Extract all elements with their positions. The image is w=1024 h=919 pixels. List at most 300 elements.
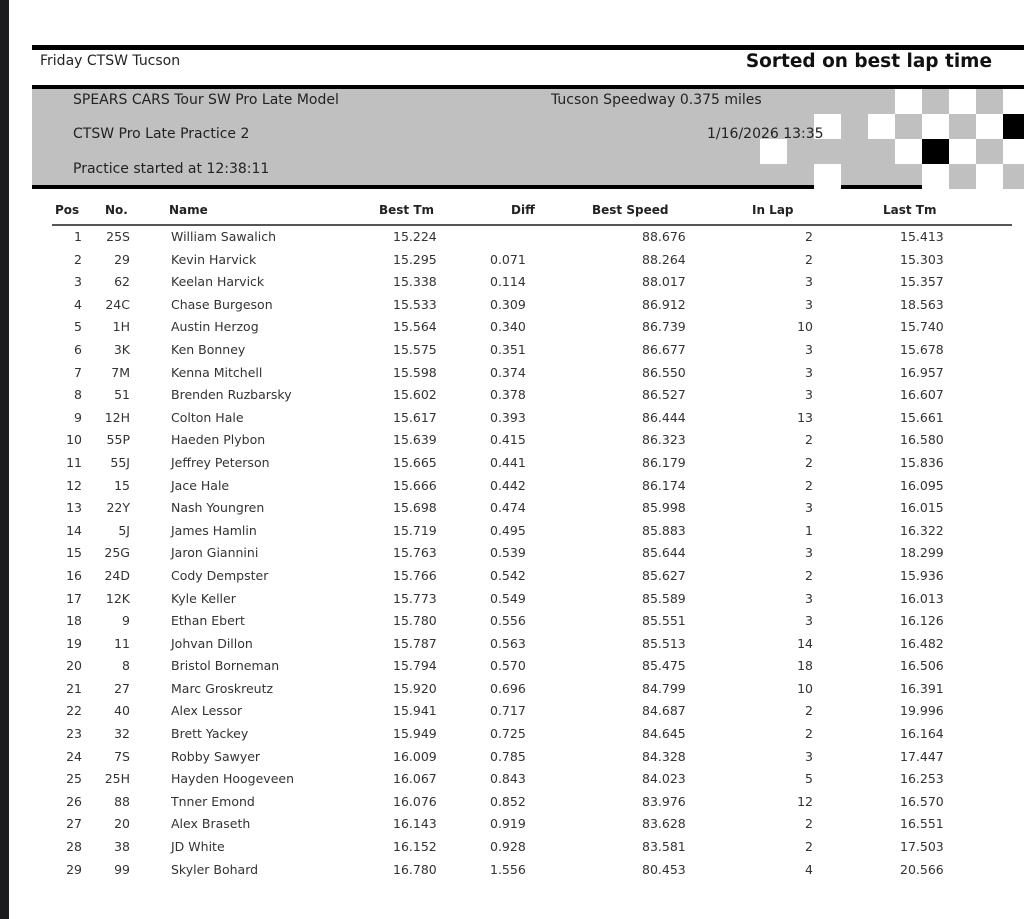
cell-driver-name: Johvan Dillon <box>171 635 253 651</box>
cell-pos: 13 <box>66 500 82 516</box>
cell-last-time: 15.303 <box>900 251 944 267</box>
cell-last-time: 15.678 <box>900 341 944 357</box>
cell-best-time: 16.143 <box>393 816 437 832</box>
cell-last-time: 16.607 <box>900 387 944 403</box>
event-title: Friday CTSW Tucson <box>40 53 181 69</box>
top-rule <box>32 45 1024 50</box>
cell-pos: 19 <box>66 635 82 651</box>
cell-driver-name: Austin Herzog <box>171 319 259 335</box>
session-name: CTSW Pro Late Practice 2 <box>73 126 250 142</box>
cell-pos: 25 <box>66 771 82 787</box>
cell-driver-name: Ethan Ebert <box>171 613 245 629</box>
cell-driver-name: Alex Lessor <box>171 703 243 719</box>
cell-pos: 9 <box>74 409 82 425</box>
column-header-pos: Pos <box>55 203 80 217</box>
cell-car-number: 15 <box>114 477 130 493</box>
cell-driver-name: Tnner Emond <box>171 793 255 809</box>
cell-driver-name: JD White <box>171 839 225 855</box>
cell-pos: 24 <box>66 748 82 764</box>
cell-diff: 0.442 <box>490 477 526 493</box>
table-row <box>9 679 1024 702</box>
cell-best-speed: 86.550 <box>642 364 686 380</box>
cell-best-speed: 86.179 <box>642 454 686 470</box>
cell-best-speed: 86.677 <box>642 341 686 357</box>
cell-driver-name: Brenden Ruzbarsky <box>171 387 292 403</box>
cell-driver-name: Marc Groskreutz <box>171 680 274 696</box>
column-header-best-tm: Best Tm <box>379 203 435 217</box>
cell-last-time: 16.322 <box>900 522 944 538</box>
cell-car-number: 22Y <box>106 500 130 516</box>
cell-in-lap: 2 <box>805 432 813 448</box>
cell-last-time: 19.996 <box>900 703 944 719</box>
cell-best-speed: 86.444 <box>642 409 686 425</box>
cell-last-time: 15.661 <box>900 409 944 425</box>
cell-best-speed: 86.174 <box>642 477 686 493</box>
cell-best-speed: 84.687 <box>642 703 686 719</box>
table-row <box>9 701 1024 724</box>
cell-in-lap: 2 <box>805 839 813 855</box>
flag-square <box>814 164 841 189</box>
cell-diff: 0.852 <box>490 793 526 809</box>
cell-in-lap: 3 <box>805 613 813 629</box>
column-header-no: No. <box>105 203 128 217</box>
window-edge <box>0 0 9 919</box>
flag-square <box>1003 89 1024 114</box>
cell-in-lap: 3 <box>805 296 813 312</box>
cell-diff: 0.495 <box>490 522 526 538</box>
cell-in-lap: 10 <box>797 680 813 696</box>
cell-diff: 0.374 <box>490 364 526 380</box>
cell-diff: 0.539 <box>490 545 526 561</box>
cell-in-lap: 13 <box>797 409 813 425</box>
table-row <box>9 363 1024 386</box>
cell-in-lap: 2 <box>805 251 813 267</box>
cell-driver-name: Keelan Harvick <box>171 274 265 290</box>
cell-pos: 11 <box>66 454 82 470</box>
cell-best-time: 15.533 <box>393 296 437 312</box>
cell-last-time: 16.126 <box>900 613 944 629</box>
cell-in-lap: 2 <box>805 816 813 832</box>
cell-best-speed: 80.453 <box>642 861 686 877</box>
table-row <box>9 837 1024 860</box>
cell-best-time: 15.564 <box>393 319 437 335</box>
session-info-band <box>32 85 1024 189</box>
cell-best-speed: 88.264 <box>642 251 686 267</box>
cell-best-time: 15.666 <box>393 477 437 493</box>
cell-pos: 28 <box>66 839 82 855</box>
cell-car-number: 27 <box>114 680 130 696</box>
cell-in-lap: 2 <box>805 477 813 493</box>
cell-best-time: 16.009 <box>393 748 437 764</box>
cell-pos: 29 <box>66 861 82 877</box>
cell-in-lap: 3 <box>805 364 813 380</box>
table-row <box>9 272 1024 295</box>
cell-pos: 4 <box>74 296 82 312</box>
cell-last-time: 17.447 <box>900 748 944 764</box>
cell-diff: 0.114 <box>490 274 526 290</box>
cell-driver-name: Brett Yackey <box>171 726 249 742</box>
table-row <box>9 250 1024 273</box>
cell-last-time: 15.740 <box>900 319 944 335</box>
cell-best-time: 15.787 <box>393 635 437 651</box>
flag-square <box>949 164 976 189</box>
cell-last-time: 18.563 <box>900 296 944 312</box>
cell-driver-name: Jaron Giannini <box>171 545 259 561</box>
cell-best-time: 15.766 <box>393 567 437 583</box>
cell-last-time: 15.413 <box>900 229 944 244</box>
cell-best-speed: 85.475 <box>642 658 686 674</box>
cell-in-lap: 3 <box>805 387 813 403</box>
cell-last-time: 20.566 <box>900 861 944 877</box>
cell-diff: 0.843 <box>490 771 526 787</box>
cell-diff: 0.919 <box>490 816 526 832</box>
flag-square <box>760 139 787 164</box>
cell-driver-name: Colton Hale <box>171 409 244 425</box>
table-row <box>9 317 1024 340</box>
cell-in-lap: 3 <box>805 590 813 606</box>
cell-diff: 0.785 <box>490 748 526 764</box>
cell-driver-name: Jeffrey Peterson <box>171 454 270 470</box>
flag-square <box>922 164 949 189</box>
column-header-last-tm: Last Tm <box>883 203 937 217</box>
cell-best-time: 15.949 <box>393 726 437 742</box>
cell-best-speed: 84.645 <box>642 726 686 742</box>
cell-best-speed: 85.998 <box>642 500 686 516</box>
cell-driver-name: Kevin Harvick <box>171 251 257 267</box>
table-row <box>9 860 1024 883</box>
flag-square <box>976 139 1003 164</box>
cell-best-time: 15.698 <box>393 500 437 516</box>
cell-last-time: 17.503 <box>900 839 944 855</box>
cell-car-number: 55J <box>110 454 130 470</box>
cell-diff: 0.474 <box>490 500 526 516</box>
table-row <box>9 340 1024 363</box>
cell-best-speed: 88.017 <box>642 274 686 290</box>
cell-best-time: 15.575 <box>393 341 437 357</box>
cell-last-time: 16.506 <box>900 658 944 674</box>
cell-in-lap: 1 <box>805 522 813 538</box>
cell-car-number: 25S <box>106 229 130 244</box>
cell-car-number: 12H <box>104 409 130 425</box>
table-row <box>9 227 1024 250</box>
cell-diff: 0.725 <box>490 726 526 742</box>
cell-best-speed: 85.551 <box>642 613 686 629</box>
cell-pos: 14 <box>66 522 82 538</box>
cell-car-number: 88 <box>114 793 130 809</box>
cell-last-time: 15.936 <box>900 567 944 583</box>
cell-best-time: 15.617 <box>393 409 437 425</box>
cell-diff: 0.071 <box>490 251 526 267</box>
cell-best-speed: 83.628 <box>642 816 686 832</box>
cell-driver-name: Kyle Keller <box>171 590 236 606</box>
cell-car-number: 7M <box>111 364 130 380</box>
cell-best-speed: 84.328 <box>642 748 686 764</box>
cell-diff: 0.415 <box>490 432 526 448</box>
cell-car-number: 25H <box>104 771 130 787</box>
cell-driver-name: Bristol Borneman <box>171 658 280 674</box>
cell-car-number: 20 <box>114 816 130 832</box>
table-row <box>9 634 1024 657</box>
cell-car-number: 11 <box>114 635 130 651</box>
cell-car-number: 51 <box>114 387 130 403</box>
column-header-diff: Diff <box>511 203 535 217</box>
cell-driver-name: Robby Sawyer <box>171 748 261 764</box>
flag-square <box>895 89 922 114</box>
cell-car-number: 29 <box>114 251 130 267</box>
flag-square <box>922 139 949 164</box>
cell-driver-name: Hayden Hoogeveen <box>171 771 294 787</box>
table-row <box>9 430 1024 453</box>
results-table <box>9 227 1024 882</box>
cell-last-time: 16.580 <box>900 432 944 448</box>
cell-car-number: 62 <box>114 274 130 290</box>
flag-square <box>949 114 976 139</box>
cell-last-time: 15.357 <box>900 274 944 290</box>
cell-best-time: 16.780 <box>393 861 437 877</box>
cell-best-time: 15.602 <box>393 387 437 403</box>
cell-in-lap: 18 <box>797 658 813 674</box>
cell-diff: 0.928 <box>490 839 526 855</box>
cell-in-lap: 2 <box>805 229 813 244</box>
header-rule <box>52 224 1012 226</box>
cell-in-lap: 3 <box>805 274 813 290</box>
table-row <box>9 408 1024 431</box>
cell-car-number: 12K <box>105 590 130 606</box>
cell-best-time: 15.338 <box>393 274 437 290</box>
cell-pos: 3 <box>74 274 82 290</box>
cell-driver-name: Ken Bonney <box>171 341 246 357</box>
cell-best-speed: 85.644 <box>642 545 686 561</box>
cell-pos: 16 <box>66 567 82 583</box>
cell-best-time: 15.763 <box>393 545 437 561</box>
cell-last-time: 18.299 <box>900 545 944 561</box>
cell-best-speed: 86.912 <box>642 296 686 312</box>
cell-best-time: 15.780 <box>393 613 437 629</box>
cell-pos: 27 <box>66 816 82 832</box>
cell-last-time: 16.095 <box>900 477 944 493</box>
table-row <box>9 566 1024 589</box>
cell-pos: 23 <box>66 726 82 742</box>
cell-best-speed: 86.739 <box>642 319 686 335</box>
cell-car-number: 38 <box>114 839 130 855</box>
cell-in-lap: 2 <box>805 703 813 719</box>
cell-best-time: 15.639 <box>393 432 437 448</box>
column-header-name: Name <box>169 203 208 217</box>
cell-car-number: 1H <box>112 319 130 335</box>
cell-in-lap: 2 <box>805 567 813 583</box>
table-row <box>9 385 1024 408</box>
cell-in-lap: 14 <box>797 635 813 651</box>
cell-pos: 22 <box>66 703 82 719</box>
cell-diff: 0.309 <box>490 296 526 312</box>
cell-driver-name: Nash Youngren <box>171 500 265 516</box>
cell-in-lap: 3 <box>805 500 813 516</box>
table-row <box>9 589 1024 612</box>
cell-best-speed: 85.883 <box>642 522 686 538</box>
cell-last-time: 16.013 <box>900 590 944 606</box>
cell-diff: 1.556 <box>490 861 526 877</box>
cell-best-speed: 86.527 <box>642 387 686 403</box>
cell-in-lap: 2 <box>805 726 813 742</box>
cell-diff: 0.340 <box>490 319 526 335</box>
cell-pos: 21 <box>66 680 82 696</box>
cell-best-speed: 85.513 <box>642 635 686 651</box>
table-row <box>9 453 1024 476</box>
cell-driver-name: Alex Braseth <box>171 816 251 832</box>
cell-best-time: 15.920 <box>393 680 437 696</box>
flag-square <box>976 89 1003 114</box>
table-row <box>9 792 1024 815</box>
cell-diff: 0.570 <box>490 658 526 674</box>
cell-pos: 1 <box>74 229 82 244</box>
cell-car-number: 40 <box>114 703 130 719</box>
flag-square <box>976 164 1003 189</box>
cell-last-time: 16.015 <box>900 500 944 516</box>
cell-best-time: 15.773 <box>393 590 437 606</box>
cell-car-number: 3K <box>113 341 130 357</box>
cell-last-time: 16.164 <box>900 726 944 742</box>
cell-in-lap: 3 <box>805 341 813 357</box>
table-row <box>9 476 1024 499</box>
flag-square <box>868 114 895 139</box>
cell-best-speed: 86.323 <box>642 432 686 448</box>
cell-pos: 15 <box>66 545 82 561</box>
cell-car-number: 25G <box>104 545 130 561</box>
series-name: SPEARS CARS Tour SW Pro Late Model <box>73 92 339 108</box>
cell-driver-name: William Sawalich <box>171 229 277 244</box>
cell-pos: 5 <box>74 319 82 335</box>
table-row <box>9 769 1024 792</box>
flag-square <box>922 114 949 139</box>
report-datetime: 1/16/2026 13:35 <box>707 126 824 142</box>
table-row <box>9 295 1024 318</box>
cell-diff: 0.549 <box>490 590 526 606</box>
cell-diff: 0.393 <box>490 409 526 425</box>
cell-last-time: 16.551 <box>900 816 944 832</box>
cell-pos: 10 <box>66 432 82 448</box>
cell-best-time: 15.794 <box>393 658 437 674</box>
cell-driver-name: Jace Hale <box>171 477 230 493</box>
cell-car-number: 32 <box>114 726 130 742</box>
cell-last-time: 16.570 <box>900 793 944 809</box>
cell-best-time: 15.224 <box>393 229 437 244</box>
flag-square <box>976 114 1003 139</box>
cell-car-number: 24C <box>105 296 130 312</box>
cell-driver-name: Haeden Plybon <box>171 432 266 448</box>
flag-square <box>1003 114 1024 139</box>
cell-diff: 0.556 <box>490 613 526 629</box>
table-row <box>9 543 1024 566</box>
cell-driver-name: Cody Dempster <box>171 567 269 583</box>
cell-pos: 2 <box>74 251 82 267</box>
cell-best-speed: 85.627 <box>642 567 686 583</box>
table-row <box>9 814 1024 837</box>
cell-best-time: 16.067 <box>393 771 437 787</box>
cell-diff: 0.378 <box>490 387 526 403</box>
cell-best-time: 15.598 <box>393 364 437 380</box>
cell-in-lap: 3 <box>805 748 813 764</box>
cell-diff: 0.696 <box>490 680 526 696</box>
cell-pos: 12 <box>66 477 82 493</box>
table-row <box>9 521 1024 544</box>
cell-driver-name: Kenna Mitchell <box>171 364 263 380</box>
cell-driver-name: Chase Burgeson <box>171 296 273 312</box>
cell-best-time: 16.152 <box>393 839 437 855</box>
cell-pos: 8 <box>74 387 82 403</box>
cell-car-number: 9 <box>122 613 130 629</box>
flag-square <box>895 114 922 139</box>
table-row <box>9 656 1024 679</box>
cell-last-time: 16.253 <box>900 771 944 787</box>
flag-square <box>949 139 976 164</box>
cell-last-time: 15.836 <box>900 454 944 470</box>
cell-best-time: 15.941 <box>393 703 437 719</box>
table-row <box>9 611 1024 634</box>
cell-car-number: 55P <box>106 432 130 448</box>
cell-car-number: 8 <box>122 658 130 674</box>
cell-diff: 0.717 <box>490 703 526 719</box>
cell-best-speed: 84.023 <box>642 771 686 787</box>
flag-square <box>922 89 949 114</box>
cell-in-lap: 4 <box>805 861 813 877</box>
cell-car-number: 24D <box>104 567 130 583</box>
cell-car-number: 99 <box>114 861 130 877</box>
cell-in-lap: 2 <box>805 454 813 470</box>
cell-last-time: 16.482 <box>900 635 944 651</box>
table-row <box>9 724 1024 747</box>
cell-best-speed: 85.589 <box>642 590 686 606</box>
cell-in-lap: 12 <box>797 793 813 809</box>
cell-last-time: 16.957 <box>900 364 944 380</box>
track-info: Tucson Speedway 0.375 miles <box>551 92 762 108</box>
cell-diff: 0.542 <box>490 567 526 583</box>
sort-label: Sorted on best lap time <box>745 51 992 72</box>
cell-best-speed: 83.581 <box>642 839 686 855</box>
cell-diff: 0.441 <box>490 454 526 470</box>
cell-diff: 0.351 <box>490 341 526 357</box>
cell-in-lap: 3 <box>805 545 813 561</box>
cell-in-lap: 10 <box>797 319 813 335</box>
flag-square <box>949 89 976 114</box>
cell-best-time: 15.295 <box>393 251 437 267</box>
cell-best-time: 16.076 <box>393 793 437 809</box>
column-header-best-speed: Best Speed <box>592 203 669 217</box>
cell-best-speed: 88.676 <box>642 229 686 244</box>
cell-best-time: 15.719 <box>393 522 437 538</box>
cell-pos: 7 <box>74 364 82 380</box>
cell-driver-name: Skyler Bohard <box>171 861 259 877</box>
cell-pos: 6 <box>74 341 82 357</box>
table-row <box>9 747 1024 770</box>
table-row <box>9 498 1024 521</box>
cell-best-speed: 84.799 <box>642 680 686 696</box>
cell-best-speed: 83.976 <box>642 793 686 809</box>
cell-driver-name: James Hamlin <box>171 522 257 538</box>
column-header-in-lap: In Lap <box>752 203 794 217</box>
cell-pos: 20 <box>66 658 82 674</box>
flag-square <box>1003 139 1024 164</box>
cell-last-time: 16.391 <box>900 680 944 696</box>
cell-diff: 0.563 <box>490 635 526 651</box>
cell-in-lap: 5 <box>805 771 813 787</box>
cell-pos: 17 <box>66 590 82 606</box>
flag-square <box>895 139 922 164</box>
cell-pos: 26 <box>66 793 82 809</box>
practice-start-time: Practice started at 12:38:11 <box>73 161 270 177</box>
cell-car-number: 7S <box>114 748 130 764</box>
timing-report-page <box>9 0 1024 919</box>
flag-square <box>1003 164 1024 189</box>
